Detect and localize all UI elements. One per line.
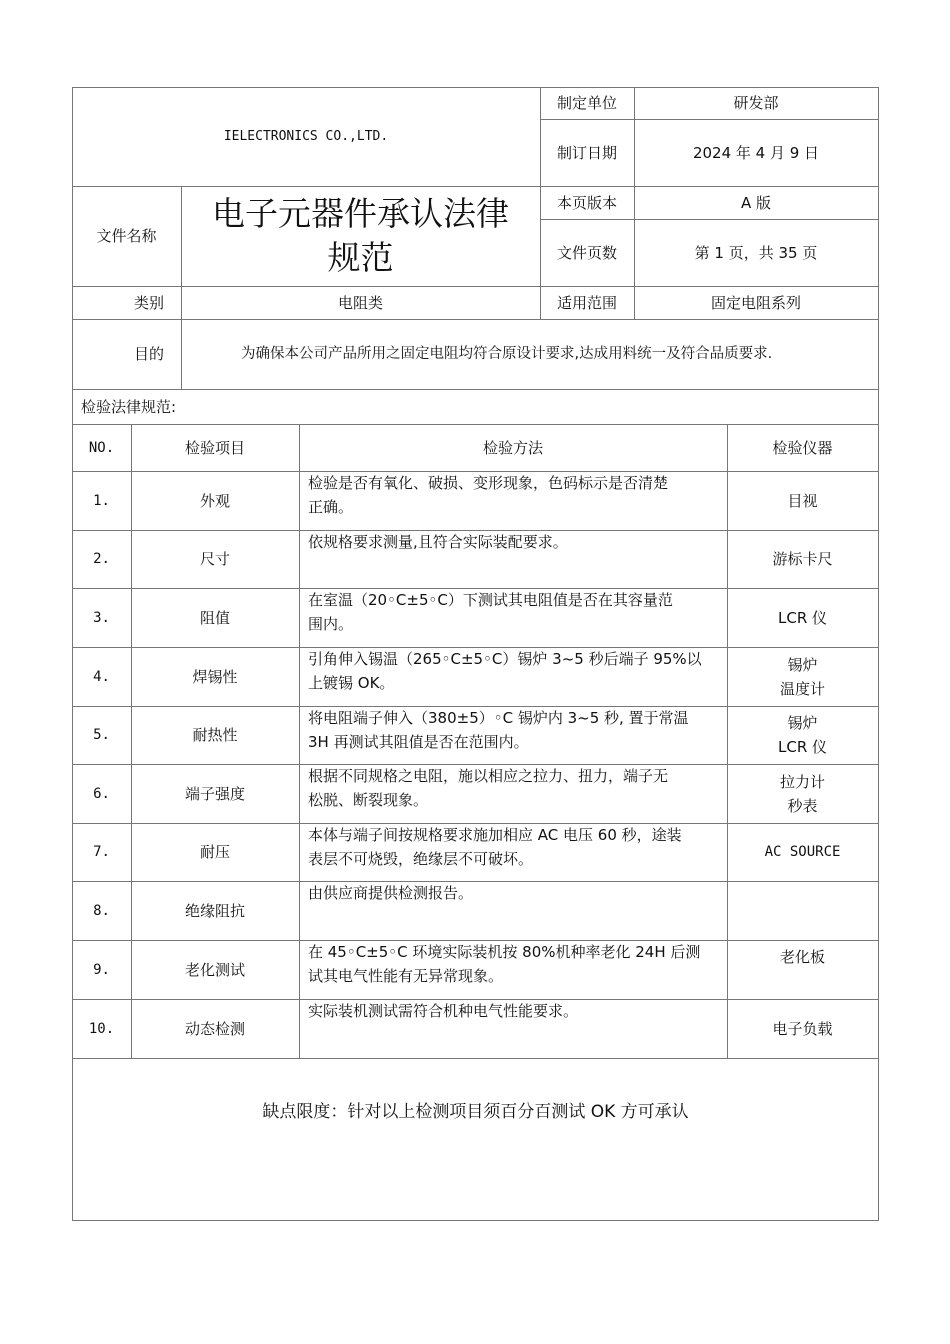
date-label: 制订日期 <box>556 143 617 162</box>
pages-label: 文件页数 <box>556 243 617 262</box>
row-3-no: 3. <box>93 609 110 626</box>
doc-title-line2: 规范 <box>327 238 394 277</box>
row-10-item: 动态检测 <box>184 1019 245 1038</box>
row-4-method <box>299 647 727 706</box>
col-header-item: 检验项目 <box>184 438 245 457</box>
row-8-item: 绝缘阻抗 <box>184 901 245 920</box>
row-7-instrument-line1: AC SOURCE <box>764 844 841 860</box>
scope-value: 固定电阻系列 <box>710 293 801 312</box>
row-6-instrument <box>727 764 878 823</box>
row-7-method <box>299 823 727 881</box>
row-9-instrument-line1: 老化板 <box>779 948 825 966</box>
dept-label: 制定单位 <box>556 94 617 112</box>
row-3-instrument <box>727 588 878 647</box>
row-8-method <box>299 881 727 940</box>
row-5-instrument <box>727 706 878 764</box>
row-5-method-line2: 3H 再测试其阻值是否在范围内。 <box>308 733 529 751</box>
row-4-instrument-line2: 温度计 <box>779 679 825 698</box>
frame-right <box>878 87 879 1221</box>
doc-title-line1: 电子元器件承认法律 <box>212 194 509 233</box>
row-3-item: 阻值 <box>199 608 230 627</box>
row-5-no: 5. <box>93 727 110 743</box>
row-6-item: 端子强度 <box>184 784 245 803</box>
row-9-no: 9. <box>93 961 110 978</box>
row-9-instrument <box>727 940 878 999</box>
pages-value: 第 1 页，共 35 页 <box>694 243 818 262</box>
row-2-method <box>299 530 727 588</box>
row-6-instrument-line1: 拉力计 <box>779 772 825 791</box>
col-header-method: 检验方法 <box>482 438 543 457</box>
row-6-method <box>299 764 727 823</box>
row-1-item: 外观 <box>199 491 230 510</box>
row-3-method-line2: 围内。 <box>308 615 354 633</box>
purpose-label: 目的 <box>133 345 164 363</box>
row-4-method-line2: 上镀锡 OK。 <box>308 674 395 692</box>
row-7-method-line1: 本体与端子间按规格要求施加相应 AC 电压 60 秒，途装 <box>308 826 682 844</box>
frame-bottom <box>72 1220 879 1221</box>
row-10-method-line1: 实际装机测试需符合机种电气性能要求。 <box>308 1002 579 1020</box>
row-5-instrument-line1: 锡炉 <box>787 714 818 732</box>
row-1-method <box>299 471 727 530</box>
row-4-method-line1: 引角伸入锡温（265◦C±5◦C）锡炉 3~5 秒后端子 95%以 <box>308 650 702 668</box>
row-1-no: 1. <box>93 492 110 509</box>
row-4-item: 焊锡性 <box>192 667 238 686</box>
row-6-no: 6. <box>93 785 110 802</box>
row-6-method-line2: 松脱、断裂现象。 <box>308 791 429 809</box>
defect-limit-note: 缺点限度：针对以上检测项目须百分百测试 OK 方可承认 <box>262 1102 689 1122</box>
row-10-instrument <box>727 999 878 1058</box>
row-10-instrument-line1: 电子负载 <box>772 1019 833 1038</box>
row-8-instrument <box>727 881 878 940</box>
row-8-no: 8. <box>93 902 110 919</box>
dept-value: 研发部 <box>733 94 779 112</box>
row-2-instrument <box>727 530 878 588</box>
col-header-instrument: 检验仪器 <box>772 438 833 457</box>
col-header-no: NO. <box>88 439 115 456</box>
row-6-method-line1: 根据不同规格之电阻，施以相应之拉力、扭力，端子无 <box>308 767 669 785</box>
row-9-method-line1: 在 45◦C±5◦C 环境实际装机按 80%机种率老化 24H 后测 <box>308 943 701 961</box>
row-2-no: 2. <box>93 551 110 567</box>
date-value: 2024 年 4 月 9 日 <box>692 143 820 162</box>
scope-label: 适用范围 <box>556 293 617 312</box>
row-7-no: 7. <box>93 844 110 860</box>
row-9-method <box>299 940 727 999</box>
row-5-method <box>299 706 727 764</box>
row-9-item: 老化测试 <box>184 960 245 979</box>
row-5-method-line1: 将电阻端子伸入（380±5）◦C 锡炉内 3~5 秒, 置于常温 <box>308 709 689 727</box>
doc-name-label: 文件名称 <box>96 227 157 245</box>
row-6-instrument-line2: 秒表 <box>787 796 818 815</box>
row-7-instrument <box>727 823 878 881</box>
doc-title <box>181 186 540 286</box>
row-7-item: 耐压 <box>199 843 230 861</box>
row-3-method <box>299 588 727 647</box>
company-name: IELECTRONICS CO.,LTD. <box>223 128 389 144</box>
row-5-item: 耐热性 <box>192 726 238 744</box>
row-3-instrument-line1: LCR 仪 <box>777 608 828 627</box>
row-1-instrument <box>727 471 878 530</box>
grid-line <box>72 1058 879 1059</box>
row-4-instrument-line1: 锡炉 <box>787 655 818 674</box>
row-1-instrument-line1: 目视 <box>787 491 818 510</box>
row-2-method-line1: 依规格要求测量,且符合实际装配要求。 <box>308 533 568 551</box>
row-9-method-line2: 试其电气性能有无异常现象。 <box>308 967 504 985</box>
row-10-no: 10. <box>88 1020 115 1037</box>
section-label: 检验法律规范: <box>81 397 177 416</box>
row-5-instrument-line2: LCR 仪 <box>777 738 828 756</box>
row-2-item: 尺寸 <box>199 550 230 568</box>
row-4-no: 4. <box>93 668 110 685</box>
category-label: 类别 <box>133 293 164 312</box>
row-1-method-line2: 正确。 <box>308 498 354 516</box>
row-4-instrument <box>727 647 878 706</box>
row-7-method-line2: 表层不可烧毁，绝缘层不可破坏。 <box>308 850 534 868</box>
row-10-method <box>299 999 727 1058</box>
version-label: 本页版本 <box>556 193 617 212</box>
category-value: 电阻类 <box>337 293 383 312</box>
row-1-method-line1: 检验是否有氧化、破损、变形现象，色码标示是否清楚 <box>308 474 669 492</box>
row-8-method-line1: 由供应商提供检测报告。 <box>308 884 474 902</box>
purpose-value: 为确保本公司产品所用之固定电阻均符合原设计要求,达成用料统一及符合品质要求. <box>241 346 773 362</box>
row-2-instrument-line1: 游标卡尺 <box>772 550 833 568</box>
row-3-method-line1: 在室温（20◦C±5◦C）下测试其电阻值是否在其容量范 <box>308 591 673 609</box>
version-value: A 版 <box>740 193 772 212</box>
